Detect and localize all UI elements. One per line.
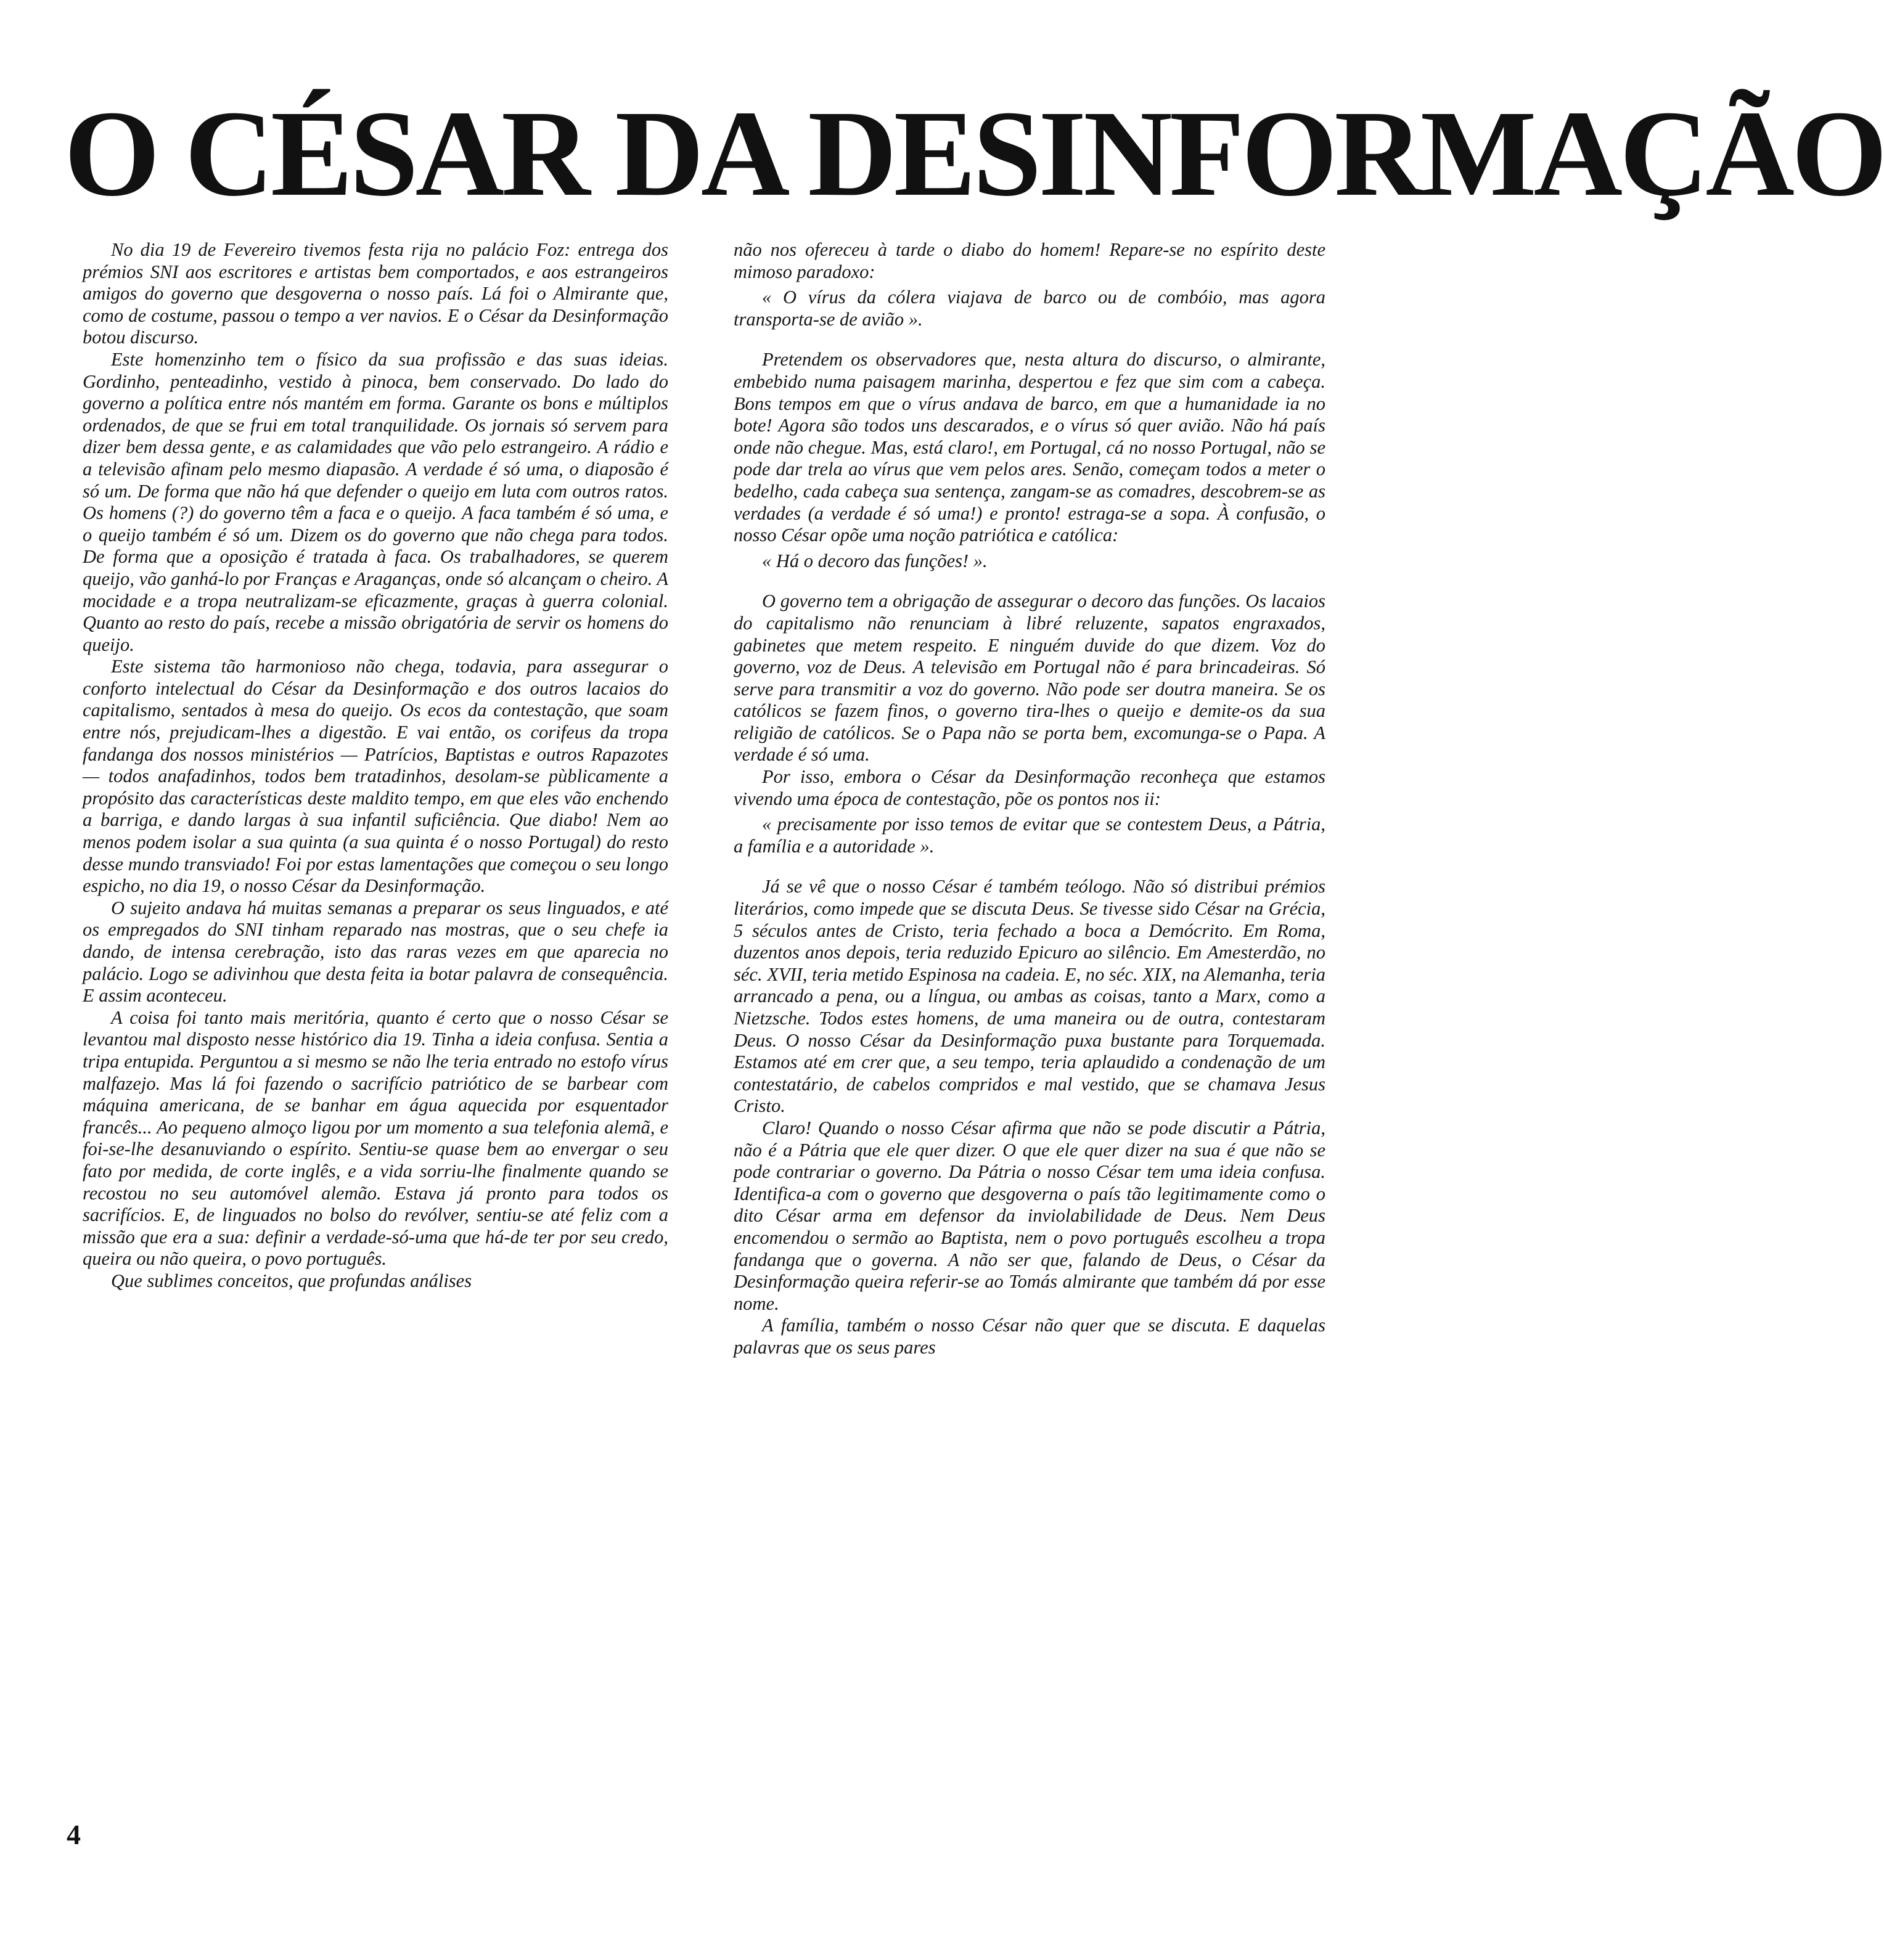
paragraph: Por isso, embora o César da Desinformação reconheça que estamos vivendo uma época de contestação, põe os pontos nos ii: xyxy=(734,766,1325,809)
pull-quote: « O vírus da cólera viajava de barco ou de combóio, mas agora transporta-se de avião ». xyxy=(734,287,1325,330)
paragraph: A coisa foi tanto mais meritória, quanto é certo que o nosso César se levantou mal disposto nesse histórico dia 19. Tinha a ideia confusa. Sentia a tripa entupida. Perguntou a si mesmo se não lhe teria entrado no estofo vírus malfazejo. Mas lá foi fazendo o sacrifício patriótico de se barbear com máquina americana, de se banhar em água aquecida por esquentador francês... Ao pequeno almoço ligou por um momento a sua telefonia alemã, e foi-se-lhe desanuviando o espírito. Sentiu-se quase bem ao envergar o seu fato por medida, de corte inglês, e a vida sorriu-lhe finalmente quando se recostou no seu automóvel alemão. Estava já pronto para todos os sacrifícios. E, de linguados no bolso do revólver, sentiu-se até feliz com a missão que era a sua: definir a verdade-só-uma que há-de ter por seu credo, queira ou não queira, o povo português. xyxy=(83,1007,668,1270)
paragraph: Que sublimes conceitos, que profundas análises xyxy=(111,1270,472,1291)
paragraph: Claro! Quando o nosso César afirma que não se pode discutir a Pátria, não é a Pátria que ele quer dizer. O que ele quer dizer na sua é que não se pode contrariar o governo. Da Pátria o nosso César tem uma ideia confusa. Identifica-a com o governo que desgoverna o país tão legitimamente como o dito César arma em defensor da inviolabilidade de Deus. Nem Deus encomendou o sermão ao Baptista, nem o povo português escolheu a tropa fandanga que o governa. A não ser que, falando de Deus, o César da Desinformação queira referir-se ao Tomás almirante que também dá por esse nome. xyxy=(734,1117,1325,1314)
right-column xyxy=(734,239,1325,1359)
article-title: O CÉSAR DA DESINFORMAÇÃO xyxy=(64,86,1884,222)
paragraph: No dia 19 de Fevereiro tivemos festa rija no palácio Foz: entrega dos prémios SNI aos escritores e artistas bem comportados, e aos estrangeiros amigos do governo que desgoverna o nosso país. Lá foi o Almirante que, como de costume, passou o tempo a ver navios. E o César da Desinformação botou discurso. xyxy=(83,239,668,348)
paragraph: Já se vê que o nosso César é também teólogo. Não só distribui prémios literários, como impede que se discuta Deus. Se tivesse sido César na Grécia, 5 séculos antes de Cristo, teria fechado a boca a Demócrito. Em Roma, duzentos anos depois, teria reduzido Epicuro ao silêncio. Em Amesterdão, no séc. XVII, teria metido Espinosa na cadeia. E, no séc. XIX, na Alemanha, teria arrancado a pena, ou a língua, ou ambas as coisas, tanto a Marx, como a Nietzsche. Todos estes homens, de uma maneira ou de outra, contestaram Deus. O nosso César da Desinformação puxa bustante para Torquemada. Estamos até em crer que, a seu tempo, teria aplaudido a condenação de um contestatário, de cabelos compridos e mal vestido, que se chamava Jesus Cristo. xyxy=(734,876,1325,1117)
page-number: 4 xyxy=(67,1819,81,1850)
paragraph: Pretendem os observadores que, nesta altura do discurso, o almirante, embebido numa paisagem marinha, despertou e fez que sim com a cabeça. Bons tempos em que o vírus andava de barco, em que a humanidade ia no bote! Agora são todos uns descarados, e o vírus só quer avião. Não há país onde não chegue. Mas, está claro!, em Portugal, cá no nosso Portugal, não se pode dar trela ao vírus que vem pelos ares. Senão, começam todos a meter o bedelho, cada cabeça sua sentença, zangam-se as comadres, descobrem-se as verdades (a verdade é só uma!) e pronto! estraga-se a sopa. À confusão, o nosso César opõe uma noção patriótica e católica: xyxy=(734,349,1325,546)
left-column xyxy=(83,239,668,1292)
paragraph: não nos ofereceu à tarde o diabo do homem! Repare-se no espírito deste mimoso paradoxo: xyxy=(734,239,1325,282)
paragraph: O governo tem a obrigação de assegurar o decoro das funções. Os lacaios do capitalismo não renunciam à libré reluzente, sapatos engraxados, gabinetes que metem respeito. E ninguém duvide do que dizem. Voz do governo, voz de Deus. A televisão em Portugal não é para brincadeiras. Só serve para transmitir a voz do governo. Não pode ser doutra maneira. Se os católicos se fazem finos, o governo tira-lhes o queijo e demite-os da sua religião de católicos. Se o Papa não se porta bem, excomunga-se o Papa. A verdade é só uma. xyxy=(734,590,1325,766)
paragraph: A família, também o nosso César não quer que se discuta. E daquelas palavras que os seus pares xyxy=(734,1315,1325,1358)
pull-quote: « Há o decoro das funções! ». xyxy=(762,550,988,571)
pull-quote: « precisamente por isso temos de evitar que se contestem Deus, a Pátria, a família e a autoridade ». xyxy=(734,814,1325,857)
paragraph: Este homenzinho tem o físico da sua profissão e das suas ideias. Gordinho, penteadinho, vestido à pinoca, bem conservado. Do lado do governo a política entre nós mantém em forma. Garante os bons e múltiplos ordenados, de que se frui em total tranquilidade. Os jornais só servem para dizer bem dessa gente, e as calamidades que vão pelo estrangeiro. A rádio e a televisão afinam pelo mesmo diapasão. A verdade é só uma, o diaposão é só um. De forma que não há que defender o queijo em luta com outros ratos. Os homens (?) do governo têm a faca e o queijo. A faca também é só uma, e o queijo também é só um. Dizem os do governo que não chega para todos. De forma que a oposição é tratada à faca. Os trabalhadores, se querem queijo, vão ganhá-lo por Franças e Araganças, onde só alcançam o cheiro. A mocidade e a tropa neutralizam-se eficazmente, graças à guerra colonial. Quanto ao resto do país, recebe a missão obrigatória de servir os homens do queijo. xyxy=(83,348,668,655)
paragraph: Este sistema tão harmonioso não chega, todavia, para assegurar o conforto intelectual do César da Desinformação e dos outros lacaios do capitalismo, sentados à mesa do queijo. Os ecos da contestação, que soam entre nós, prejudicam-lhes a digestão. E vai então, os corifeus da tropa fandanga dos nossos ministérios — Patrícios, Baptistas e outros Rapazotes — todos anafadinhos, todos bem tratadinhos, desolam-se pùblicamente a propósito das características deste maldito tempo, em que eles vão enchendo a barriga, e dando largas à sua infantil suficiência. Que diabo! Nem ao menos podem isolar a sua quinta (a sua quinta é o nosso Portugal) do resto desse mundo transviado! Foi por estas lamentações que começou o seu longo espicho, no dia 19, o nosso César da Desinformação. xyxy=(83,656,668,897)
paragraph: O sujeito andava há muitas semanas a preparar os seus linguados, e até os empregados do SNI tinham reparado nas mostras, que o seu chefe ia dando, de intensa cerebração, isto das raras vezes em que aparecia no palácio. Logo se adivinhou que desta feita ia botar palavra de consequência. E assim aconteceu. xyxy=(83,897,668,1007)
